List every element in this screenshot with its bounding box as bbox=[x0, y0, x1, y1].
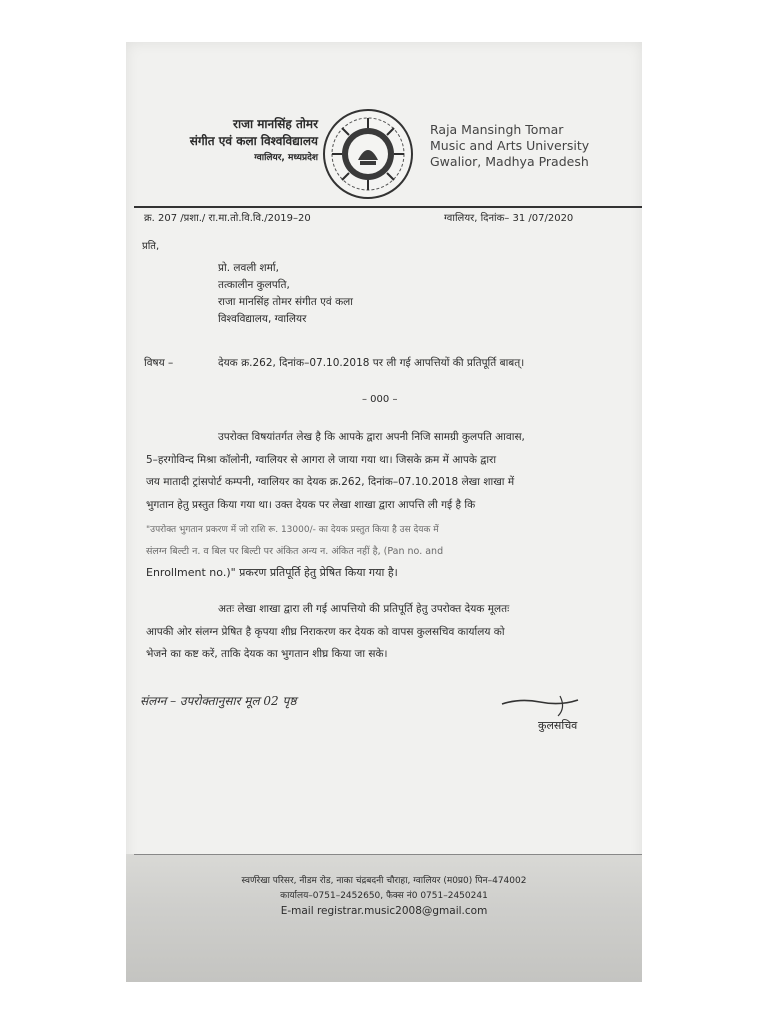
address-line: विश्वविद्यालय, ग्वालियर bbox=[218, 313, 307, 325]
hindi-city: ग्वालियर, मध्यप्रदेश bbox=[254, 153, 318, 163]
quote-line: संलग्न बिल्टी न. व बिल पर बिल्टी पर अंकित अन्य न. अंकित नहीं है, (Pan no. and bbox=[146, 546, 444, 557]
body-line: अतः लेखा शाखा द्वारा ली गई आपत्तियो की प्रतिपूर्ति हेतु उपरोक्त देयक मूलतः bbox=[218, 603, 510, 615]
english-header-line-1: Raja Mansingh Tomar bbox=[430, 122, 564, 137]
body-line: भेजने का कष्ट करें, ताकि देयक का भुगतान शीघ्र किया जा सके। bbox=[146, 648, 388, 660]
signatory-title: कुलसचिव bbox=[538, 719, 578, 732]
letter-date: ग्वालियर, दिनांक– 31 /07/2020 bbox=[444, 213, 574, 224]
letter-sheet bbox=[126, 42, 642, 982]
body-line: उपरोक्त विषयांतर्गत लेख है कि आपके द्वारा अपनी निजि सामग्री कुलपति आवास, bbox=[218, 431, 525, 443]
footer-line-1: स्वर्णरेखा परिसर, नीडम रोड, नाका चंद्रबदनी चौराहा, ग्वालियर (म0प्र0) पिन–474002 bbox=[241, 876, 527, 886]
quote-line: Enrollment no.)" प्रकरण प्रतिपूर्ति हेतु प्रेषित किया गया है। bbox=[146, 566, 398, 579]
body-line: 5–हरगोविन्द मिश्रा कॉलोनी, ग्वालियर से आगरा ले जाया गया था। जिसके क्रम में आपके द्वारा bbox=[146, 453, 497, 466]
signature-mark bbox=[500, 694, 580, 720]
body-paragraph-2 bbox=[146, 598, 509, 666]
reference-number: क्र. 207 /प्रशा./ रा.मा.तो.वि.वि./2019–20 bbox=[144, 213, 311, 224]
footer-line-2: कार्यालय–0751–2452650, फैक्स नं0 0751–2450241 bbox=[280, 891, 488, 901]
address-line: राजा मानसिंह तोमर संगीत एवं कला bbox=[218, 296, 353, 308]
address-line: प्रो. लवली शर्मा, bbox=[218, 262, 279, 274]
english-header bbox=[430, 122, 589, 170]
hindi-univ-name-2: संगीत एवं कला विश्वविद्यालय bbox=[189, 134, 318, 148]
body-paragraph bbox=[146, 426, 525, 516]
footer-address bbox=[126, 874, 642, 919]
quote-line: "उपरोक्त भुगतान प्रकरण में जो राशि रू. 13000/- का देयक प्रस्तुत किया है उस देयक में bbox=[146, 525, 439, 535]
hindi-header bbox=[136, 116, 318, 167]
enclosure-note: संलग्न – उपरोक्तानुसार मूल 02 पृष्ठ bbox=[140, 694, 297, 708]
recipient-address bbox=[218, 260, 353, 328]
body-line: जय मातादी ट्रांसपोर्ट कम्पनी, ग्वालियर का देयक क्र.262, दिनांक–07.10.2018 लेखा शाखा में bbox=[146, 476, 515, 488]
footer-divider bbox=[134, 854, 642, 855]
university-seal-icon bbox=[320, 106, 416, 202]
subject-text: देयक क्र.262, दिनांक–07.10.2018 पर ली गई आपत्तियों की प्रतिपूर्ति बाबत्। bbox=[218, 357, 525, 369]
english-header-line-2: Music and Arts University bbox=[430, 138, 590, 153]
objection-quote bbox=[146, 520, 443, 583]
address-line: तत्कालीन कुलपति, bbox=[218, 279, 290, 291]
separator: – 000 – bbox=[362, 394, 398, 405]
hindi-univ-name-1: राजा मानसिंह तोमर bbox=[233, 117, 318, 131]
body-line: आपकी ओर संलग्न प्रेषित है कृपया शीघ्र निराकरण कर देयक को वापस कुलसचिव कार्यालय को bbox=[146, 625, 505, 638]
subject-label: विषय – bbox=[144, 357, 174, 369]
prati-label: प्रति, bbox=[142, 241, 160, 252]
footer-email: E-mail registrar.music2008@gmail.com bbox=[280, 905, 488, 917]
body-line: भुगतान हेतु प्रस्तुत किया गया था। उक्त देयक पर लेखा शाखा द्वारा आपत्ति ली गई है कि bbox=[146, 498, 476, 511]
header-divider bbox=[134, 206, 642, 208]
english-header-line-3: Gwalior, Madhya Pradesh bbox=[430, 154, 589, 169]
